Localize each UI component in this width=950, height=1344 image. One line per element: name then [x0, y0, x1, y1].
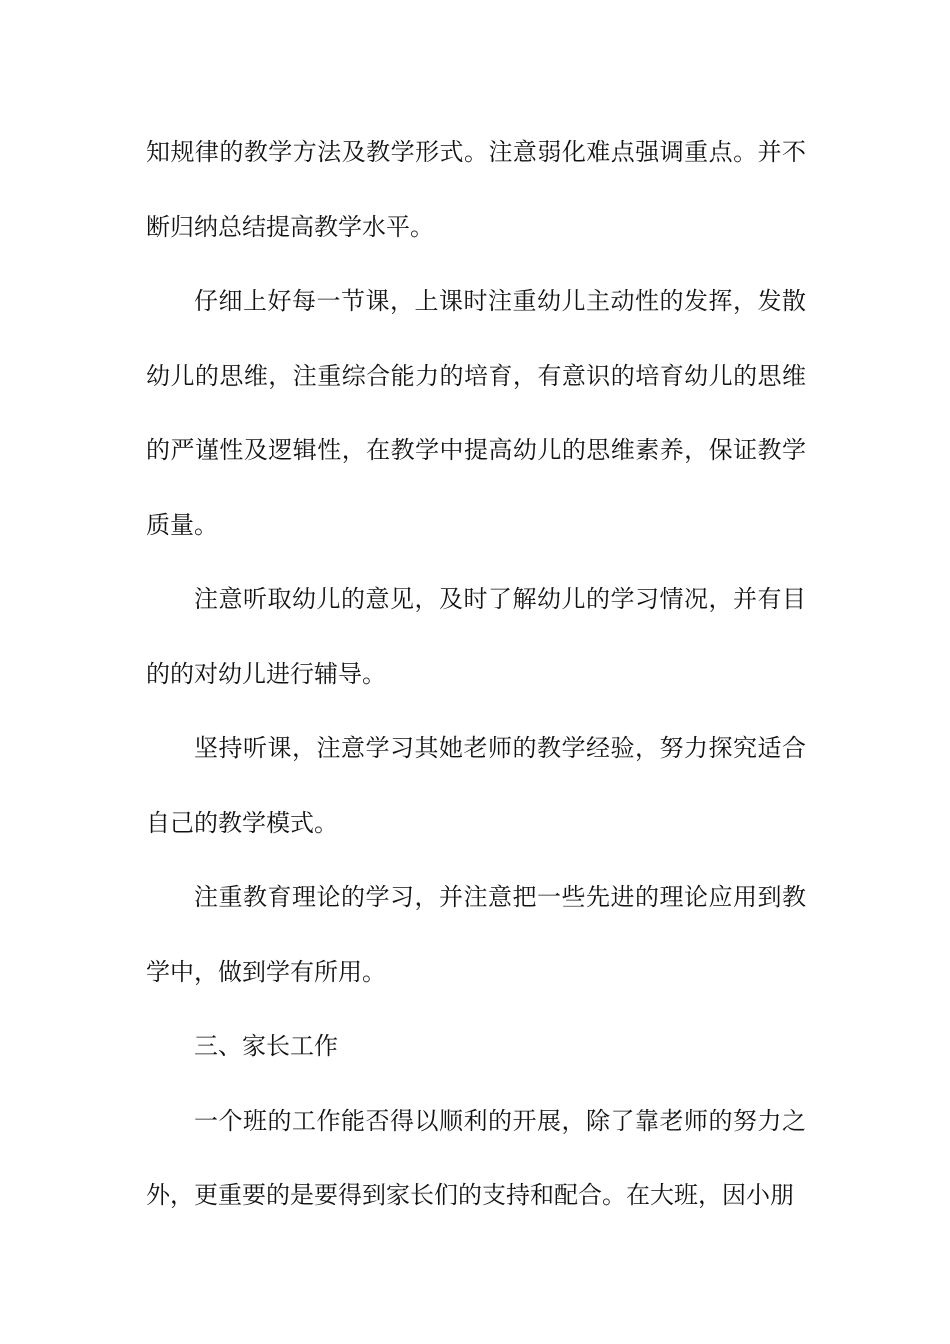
paragraph-listen-children: 注意听取幼儿的意见，及时了解幼儿的学习情况，并有目的的对幼儿进行辅导。 — [146, 585, 806, 688]
paragraph-attend-lessons: 坚持听课，注意学习其她老师的教学经验，努力探究适合自己的教学模式。 — [146, 734, 806, 837]
section-heading-parent-work: 三、家长工作 — [194, 1032, 338, 1060]
document-body — [146, 115, 806, 1233]
paragraph-parent-work: 一个班的工作能否得以顺利的开展，除了靠老师的努力之外，更重要的是要得到家长们的支持和配合。在大班，因小朋 — [146, 1106, 806, 1209]
paragraph-continuation: 知规律的教学方法及教学形式。注意弱化难点强调重点。并不断归纳总结提高教学水平。 — [146, 138, 806, 241]
paragraph-education-theory: 注重教育理论的学习，并注意把一些先进的理论应用到教学中，做到学有所用。 — [146, 883, 806, 986]
paragraph-class-teaching: 仔细上好每一节课，上课时注重幼儿主动性的发挥，发散幼儿的思维，注重综合能力的培育，有意识的培育幼儿的思维的严谨性及逻辑性，在教学中提高幼儿的思维素养，保证教学质量。 — [146, 287, 806, 539]
